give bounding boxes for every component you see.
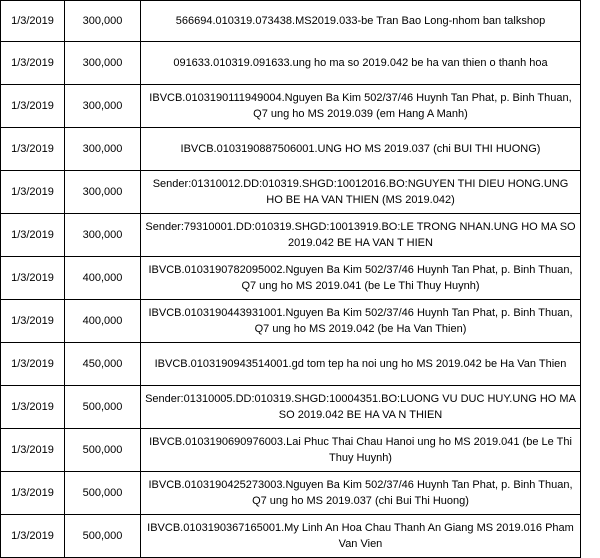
description-cell: 091633.010319.091633.ung ho ma so 2019.042 be ha van thien o thanh hoa bbox=[141, 42, 581, 85]
description-cell: IBVCB.0103190111949004.Nguyen Ba Kim 502/37/46 Huynh Tan Phat, p. Binh Thuan, Q7 ung ho MS 2019.039 (em Hang A Manh) bbox=[141, 85, 581, 128]
amount-cell: 300,000 bbox=[65, 128, 141, 171]
description-cell: IBVCB.0103190443931001.Nguyen Ba Kim 502/37/46 Huynh Tan Phat, p. Binh Thuan, Q7 ung ho MS 2019.042 (be Ha Van Thien) bbox=[141, 300, 581, 343]
table-row bbox=[1, 128, 581, 171]
table-row bbox=[1, 171, 581, 214]
table-row bbox=[1, 300, 581, 343]
amount-cell: 400,000 bbox=[65, 257, 141, 300]
date-cell: 1/3/2019 bbox=[1, 1, 65, 42]
table-row bbox=[1, 1, 581, 42]
amount-cell: 300,000 bbox=[65, 214, 141, 257]
date-cell: 1/3/2019 bbox=[1, 472, 65, 515]
date-cell: 1/3/2019 bbox=[1, 429, 65, 472]
date-cell: 1/3/2019 bbox=[1, 171, 65, 214]
description-cell: IBVCB.0103190782095002.Nguyen Ba Kim 502/37/46 Huynh Tan Phat, p. Binh Thuan, Q7 ung ho MS 2019.041 (be Le Thi Thuy Huynh) bbox=[141, 257, 581, 300]
amount-cell: 500,000 bbox=[65, 429, 141, 472]
amount-cell: 300,000 bbox=[65, 1, 141, 42]
description-cell: IBVCB.0103190425273003.Nguyen Ba Kim 502/37/46 Huynh Tan Phat, p. Binh Thuan, Q7 ung ho MS 2019.037 (chi Bui Thi Huong) bbox=[141, 472, 581, 515]
amount-cell: 300,000 bbox=[65, 171, 141, 214]
amount-cell: 450,000 bbox=[65, 343, 141, 386]
table-row bbox=[1, 214, 581, 257]
amount-cell: 500,000 bbox=[65, 386, 141, 429]
date-cell: 1/3/2019 bbox=[1, 343, 65, 386]
date-cell: 1/3/2019 bbox=[1, 42, 65, 85]
amount-cell: 400,000 bbox=[65, 300, 141, 343]
date-cell: 1/3/2019 bbox=[1, 515, 65, 558]
date-cell: 1/3/2019 bbox=[1, 214, 65, 257]
description-cell: IBVCB.0103190887506001.UNG HO MS 2019.037 (chi BUI THI HUONG) bbox=[141, 128, 581, 171]
date-cell: 1/3/2019 bbox=[1, 85, 65, 128]
description-cell: Sender:01310005.DD:010319.SHGD:10004351.BO:LUONG VU DUC HUY.UNG HO MA SO 2019.042 BE HA VA N THIEN bbox=[141, 386, 581, 429]
table-row bbox=[1, 42, 581, 85]
amount-cell: 300,000 bbox=[65, 85, 141, 128]
table-row bbox=[1, 85, 581, 128]
table-row bbox=[1, 515, 581, 558]
date-cell: 1/3/2019 bbox=[1, 300, 65, 343]
amount-cell: 500,000 bbox=[65, 515, 141, 558]
table-row bbox=[1, 386, 581, 429]
amount-cell: 500,000 bbox=[65, 472, 141, 515]
date-cell: 1/3/2019 bbox=[1, 257, 65, 300]
description-cell: Sender:79310001.DD:010319.SHGD:10013919.BO:LE TRONG NHAN.UNG HO MA SO 2019.042 BE HA VAN T HIEN bbox=[141, 214, 581, 257]
table-row bbox=[1, 429, 581, 472]
date-cell: 1/3/2019 bbox=[1, 128, 65, 171]
description-cell: Sender:01310012.DD:010319.SHGD:10012016.BO:NGUYEN THI DIEU HONG.UNG HO BE HA VAN THIEN (MS 2019.042) bbox=[141, 171, 581, 214]
description-cell: IBVCB.0103190690976003.Lai Phuc Thai Chau Hanoi ung ho MS 2019.041 (be Le Thi Thuy Huynh) bbox=[141, 429, 581, 472]
table-row bbox=[1, 472, 581, 515]
table-row bbox=[1, 343, 581, 386]
table-row bbox=[1, 257, 581, 300]
date-cell: 1/3/2019 bbox=[1, 386, 65, 429]
amount-cell: 300,000 bbox=[65, 42, 141, 85]
description-cell: IBVCB.0103190943514001.gd tom tep ha noi ung ho MS 2019.042 be Ha Van Thien bbox=[141, 343, 581, 386]
description-cell: IBVCB.0103190367165001.My Linh An Hoa Chau Thanh An Giang MS 2019.016 Pham Van Vien bbox=[141, 515, 581, 558]
description-cell: 566694.010319.073438.MS2019.033-be Tran Bao Long-nhom ban talkshop bbox=[141, 1, 581, 42]
